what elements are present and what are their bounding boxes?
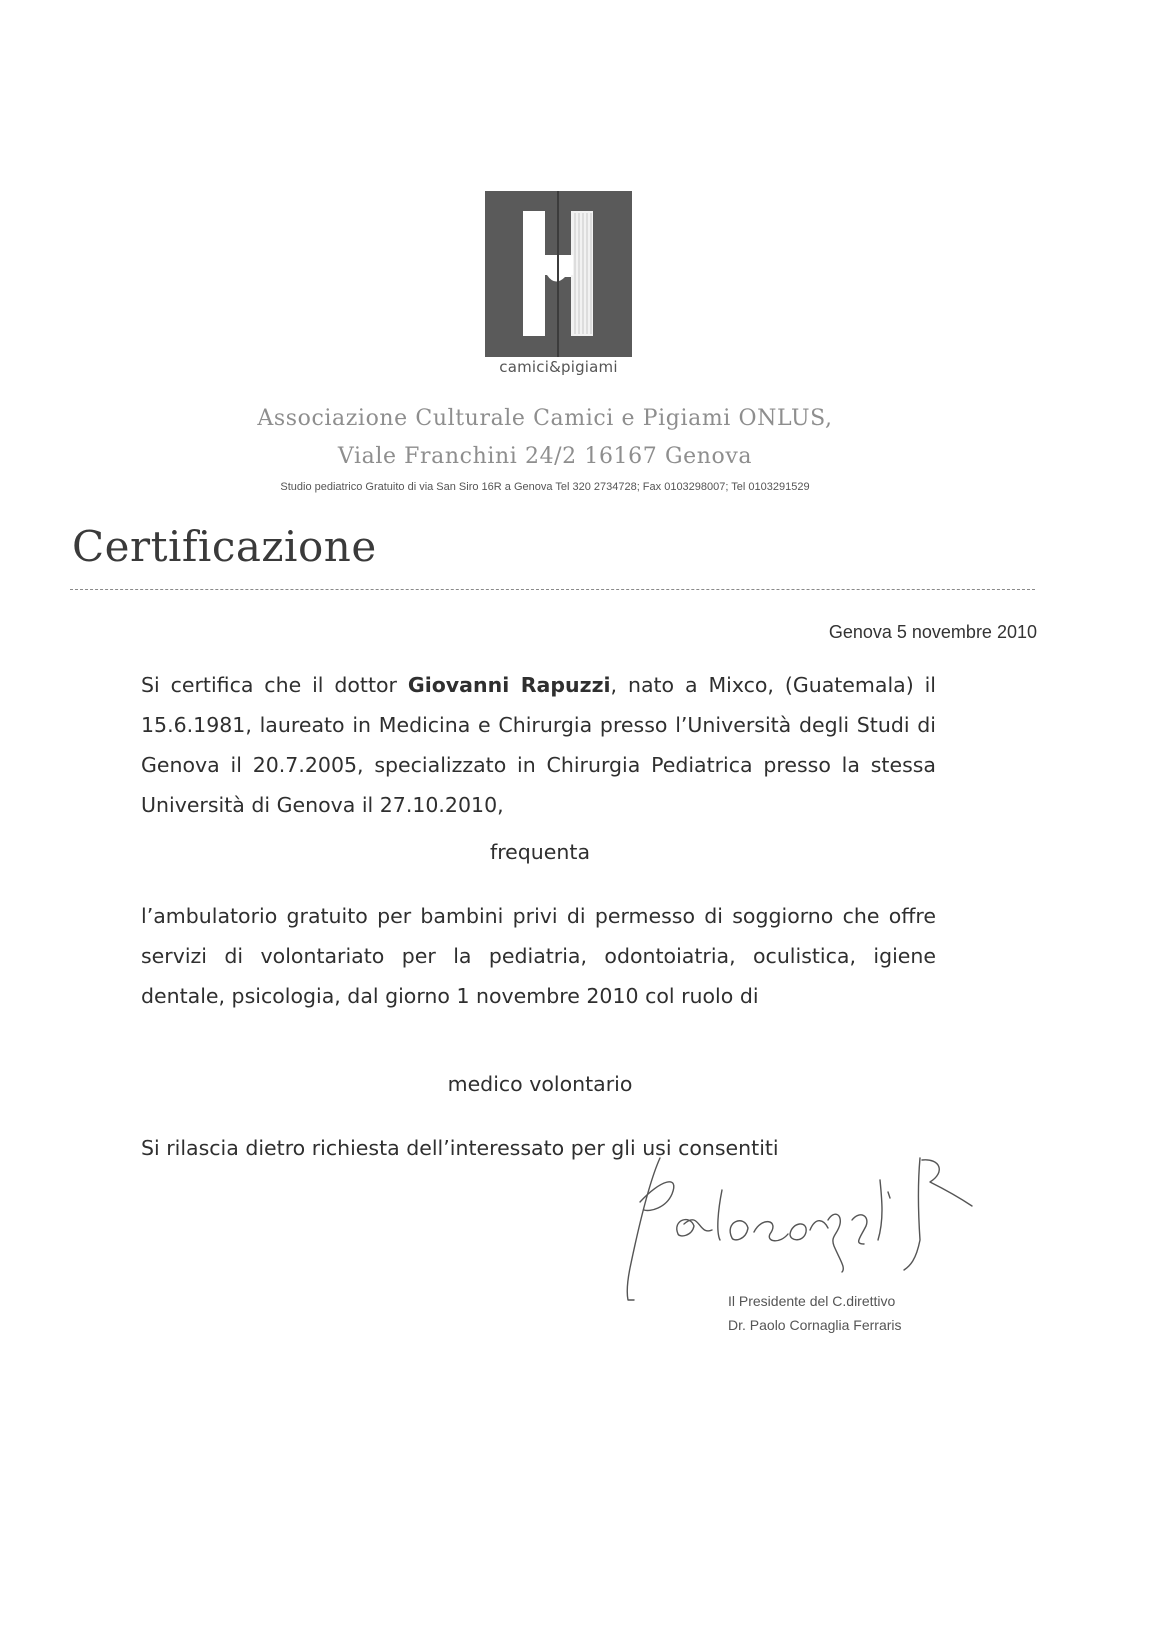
certification-paragraph	[141, 665, 936, 825]
service-paragraph: l’ambulatorio gratuito per bambini privi di permesso di soggiorno che offre servizi di volontariato per la pediatria, odontoiatria, oculistica, igiene dentale, psicologia, dal giorno 1 novembre 2010 col ruolo di	[141, 904, 936, 1008]
frequenta-line: frequenta	[489, 840, 591, 864]
logo-h-mark-icon	[485, 191, 632, 357]
issuance-paragraph: Si rilascia dietro richiesta dell’interessato per gli usi consentiti	[141, 1136, 779, 1160]
role-line: medico volontario	[447, 1072, 633, 1096]
logo-caption: camici&pigiami	[499, 358, 618, 376]
association-logo	[485, 191, 632, 357]
organization-contacts: Studio pediatrico Gratuito di via San Siro 16R a Genova Tel 320 2734728; Fax 0103298007; Tel 0103291529	[280, 481, 810, 493]
paragraph-details: , nato a Mixco, (Guatemala) il 15.6.1981, laureato in Medicina e Chirurgia presso l’Università degli Studi di Genova il 20.7.2005, specializzato in Chirurgia Pediatrica presso la stessa Università di Genova il 27.10.2010,	[141, 673, 937, 817]
signer-name: Dr. Paolo Cornaglia Ferraris	[728, 1317, 902, 1333]
paragraph-intro: Si certifica che il dottor	[141, 673, 408, 697]
title-divider	[70, 589, 1035, 590]
document-date: Genova 5 novembre 2010	[828, 622, 1037, 642]
signer-role: Il Presidente del C.direttivo	[728, 1293, 896, 1309]
organization-address: Viale Franchini 24/2 16167 Genova	[337, 444, 753, 469]
document-title: Certificazione	[72, 522, 377, 571]
organization-name: Associazione Culturale Camici e Pigiami ONLUS,	[257, 406, 833, 431]
doctor-name: Giovanni Rapuzzi	[407, 673, 611, 697]
